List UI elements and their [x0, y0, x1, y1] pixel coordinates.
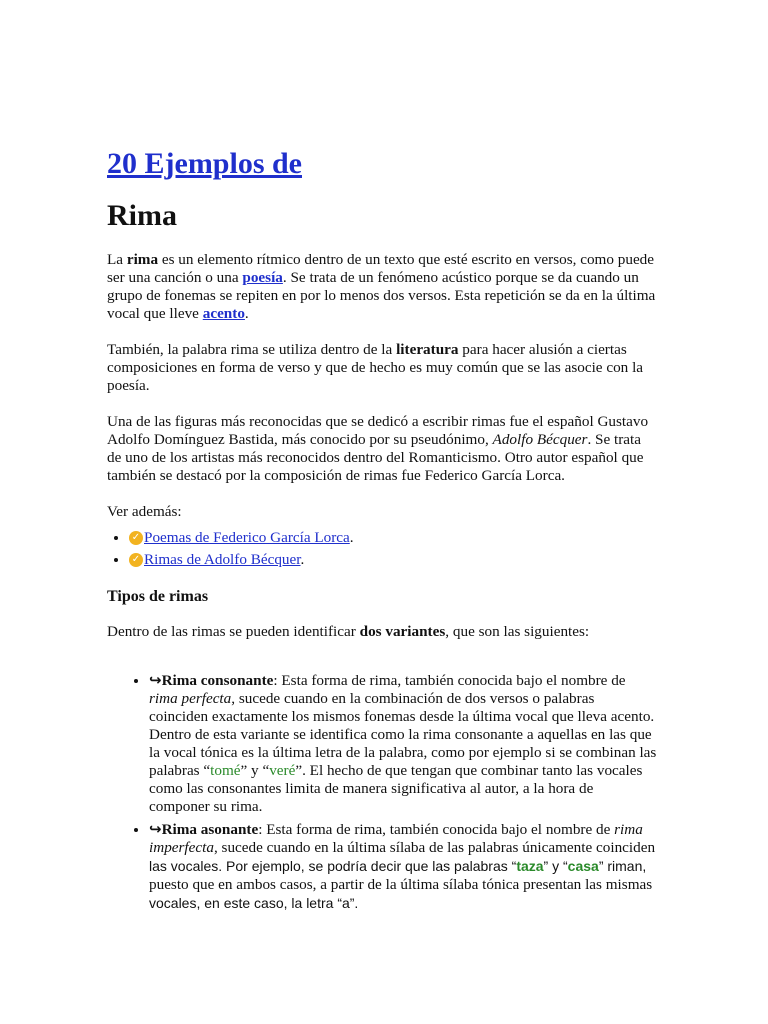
- text: . Se trata de uno de los artistas más reconocidos dentro del Romanticismo. Otro autor español que también se destacó por la composición de rimas fue Federico García Lorca.: [107, 431, 644, 484]
- text: .: [244, 305, 249, 322]
- intro-paragraph: [107, 251, 657, 323]
- page-subtitle: Rima: [107, 199, 177, 232]
- variant-name: Rima consonante: [161, 672, 274, 689]
- article-body: [107, 251, 657, 917]
- link-poemas-lorca[interactable]: Poemas de Federico García Lorca: [144, 529, 350, 546]
- poesia-link[interactable]: poesía: [242, 269, 283, 286]
- variant-item-asonante: [149, 820, 657, 913]
- text: Dentro de las rimas se pueden identificar: [107, 623, 360, 640]
- text: La: [107, 251, 127, 268]
- variant-alias: rima perfecta: [149, 690, 232, 707]
- see-also-item: [129, 551, 657, 569]
- example-word: veré: [269, 762, 296, 779]
- see-also-list: [107, 529, 657, 569]
- literatura-paragraph: [107, 341, 657, 395]
- example-word: taza: [516, 858, 544, 874]
- term-rima: rima: [126, 251, 159, 268]
- text: es un elemento rítmico dentro de un texto que esté escrito en versos, como puede ser una canción o una: [107, 251, 655, 286]
- section-heading-tipos: Tipos de rimas: [107, 588, 209, 605]
- text: : Esta forma de rima, también conocida bajo el nombre de: [258, 821, 615, 838]
- example-word: casa: [567, 858, 599, 874]
- page-title: [107, 144, 302, 184]
- text: .: [349, 529, 354, 546]
- term-literatura: literatura: [396, 341, 459, 358]
- text: También, la palabra rima se utiliza dentro de la: [107, 341, 397, 358]
- see-also-item: [129, 529, 657, 547]
- text: , sucede cuando en la combinación de dos versos o palabras coinciden exactamente los mismos fonemas desde la última vocal que lleva acento. Dentro de esta variante se identifica como la rima consonante a aquellas en las que la vocal tónica es la última letra de la palabra, como por ejemplo si se combinan las palabras “: [149, 690, 657, 779]
- page-title-link[interactable]: 20 Ejemplos de: [107, 147, 302, 180]
- variants-list: [107, 671, 657, 913]
- variant-item-consonante: [149, 671, 657, 816]
- text: para hacer alusión a ciertas composiciones en forma de verso y que de hecho es muy común que se las asocie con la poesía.: [107, 341, 644, 394]
- see-also-label: Ver además:: [107, 503, 182, 520]
- text: ”. El hecho de que tengan que combinar tanto las vocales como las consonantes limita de manera significativa al autor, a la hora de componer su rima.: [149, 762, 643, 815]
- tipos-intro: [107, 623, 657, 641]
- text: ” y “: [240, 762, 270, 779]
- variant-alias: rima imperfecta: [149, 821, 643, 856]
- text: , sucede cuando en la última sílaba de las palabras únicamente coinciden: [213, 839, 656, 856]
- text: .: [300, 551, 305, 568]
- text: las vocales. Por ejemplo, se podría decir que las palabras “: [149, 858, 517, 874]
- hooked-arrow-icon: ↪: [149, 671, 162, 689]
- text: ” y “: [543, 858, 568, 874]
- text: puesto que en ambos casos, a partir de la última sílaba tónica presentan las mismas: [149, 876, 653, 893]
- term-dos-variantes: dos variantes: [359, 623, 446, 640]
- becquer-paragraph: [107, 413, 657, 485]
- text: . Se trata de un fenómeno acústico porque se da cuando un grupo de fonemas se repiten en por lo menos dos versos. Esta repetición se da en la última vocal que lleve: [107, 269, 656, 322]
- text: , que son las siguientes:: [445, 623, 590, 640]
- hooked-arrow-icon: ↪: [149, 820, 162, 838]
- variant-name: Rima asonante: [161, 821, 259, 838]
- link-rimas-becquer[interactable]: Rimas de Adolfo Bécquer: [144, 551, 301, 568]
- text: ” riman,: [598, 858, 647, 874]
- acento-link[interactable]: acento: [202, 305, 245, 322]
- check-badge-icon: ✓: [129, 553, 143, 567]
- text: vocales, en este caso, la letra “a”.: [149, 895, 359, 911]
- text: : Esta forma de rima, también conocida bajo el nombre de: [273, 672, 626, 689]
- text: Una de las figuras más reconocidas que se dedicó a escribir rimas fue el español Gustavo Adolfo Domínguez Bastida, más conocido por su pseudónimo,: [107, 413, 649, 448]
- term-adolfo-becquer: Adolfo Bécquer: [492, 431, 588, 448]
- example-word: tomé: [210, 762, 241, 779]
- check-badge-icon: ✓: [129, 531, 143, 545]
